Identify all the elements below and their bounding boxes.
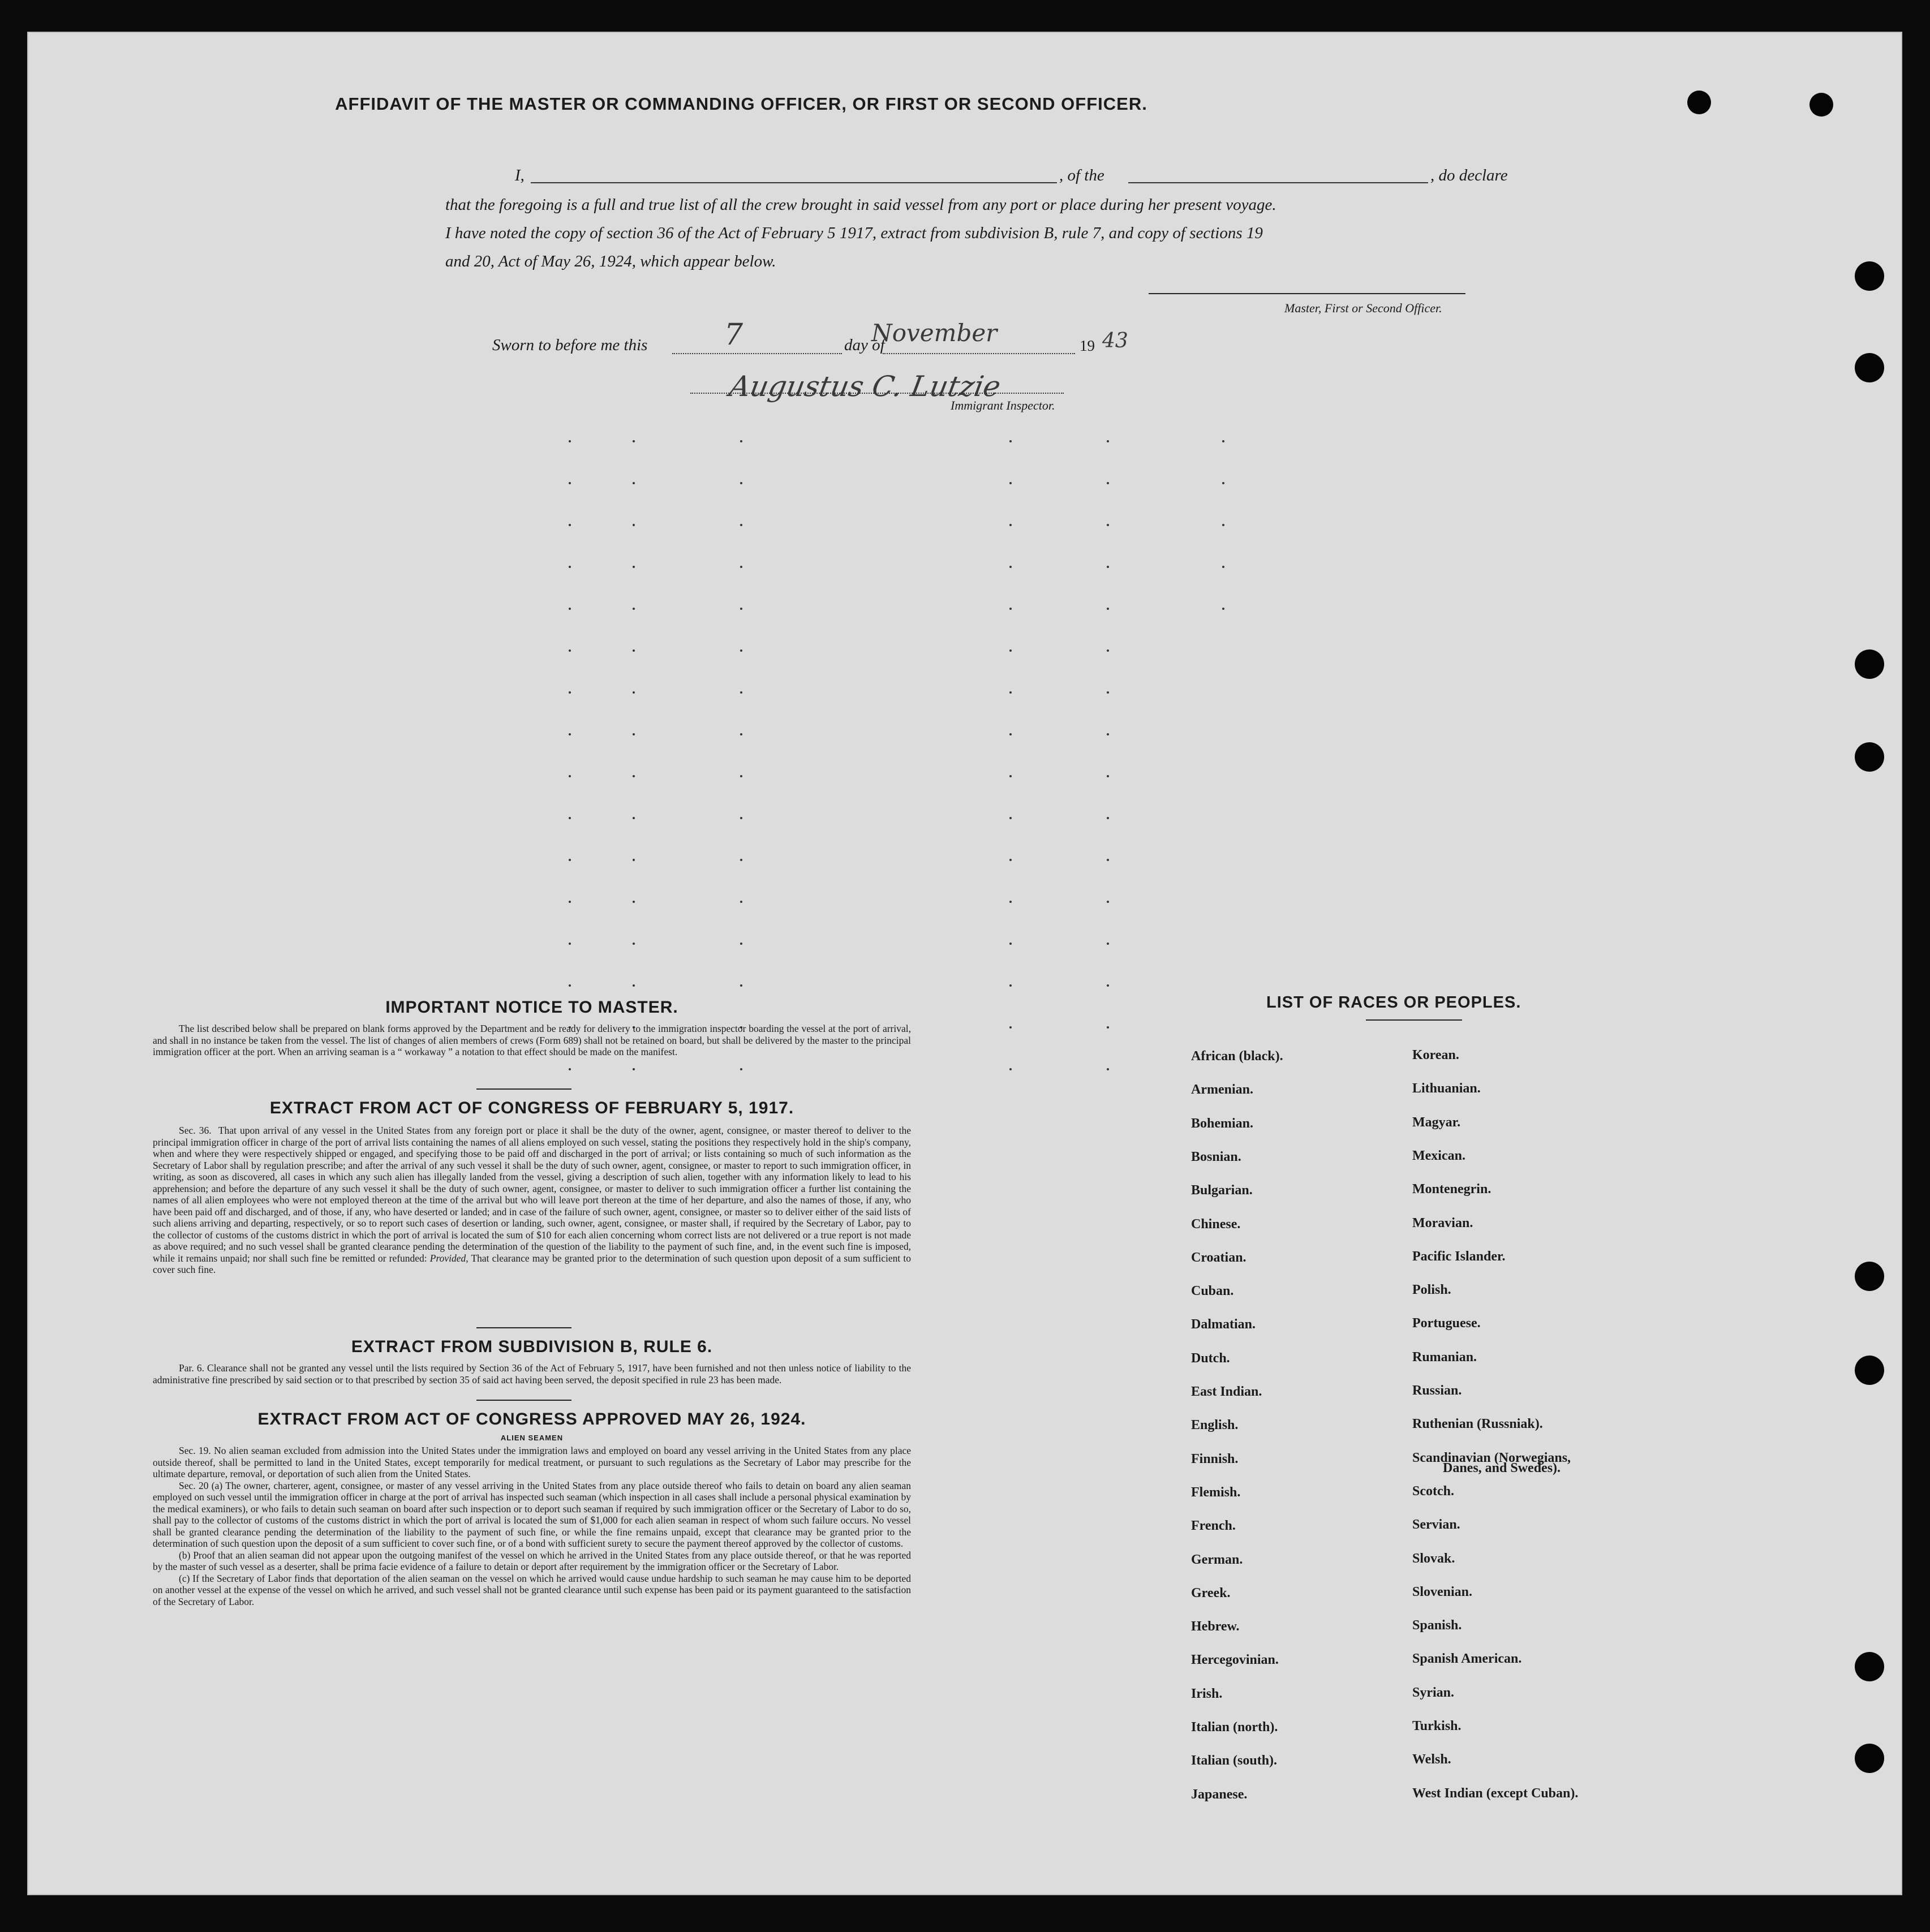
dot-mark [1107, 440, 1109, 442]
race-item: Polish. [1412, 1283, 1451, 1298]
dot-mark [740, 817, 742, 819]
race-item: Bohemian. [1191, 1116, 1254, 1131]
dot-mark [740, 984, 742, 987]
race-item: Ruthenian (Russniak). [1412, 1417, 1543, 1432]
punch-hole [1855, 649, 1884, 679]
race-item: Chinese. [1191, 1216, 1241, 1232]
sworn-year-prefix: 19 [1080, 337, 1095, 354]
dot-mark [569, 691, 571, 694]
dot-mark [1222, 524, 1224, 526]
race-item: Finnish. [1191, 1451, 1239, 1466]
dot-mark [1222, 608, 1224, 610]
punch-hole [1855, 1262, 1884, 1291]
dot-mark [633, 608, 635, 610]
dot-mark [1107, 691, 1109, 694]
divider [476, 1400, 571, 1401]
punch-hole [1855, 1744, 1884, 1773]
affidavit-line-4: and 20, Act of May 26, 1924, which appear below. [445, 252, 776, 270]
divider [476, 1327, 571, 1328]
dot-mark [740, 482, 742, 484]
dot-mark [633, 524, 635, 526]
dot-mark [1009, 943, 1012, 945]
dot-mark [569, 649, 571, 652]
dot-mark [740, 859, 742, 861]
document-page [27, 32, 1902, 1895]
punch-hole [1855, 1356, 1884, 1385]
dot-mark [740, 943, 742, 945]
dot-mark [1107, 817, 1109, 819]
dot-mark [1009, 566, 1012, 568]
race-item: Hercegovinian. [1191, 1653, 1279, 1668]
race-item: Turkish. [1412, 1719, 1462, 1733]
dot-mark [569, 733, 571, 735]
race-item: East Indian. [1191, 1384, 1262, 1399]
vessel-blank [1128, 182, 1428, 183]
dot-mark [1009, 901, 1012, 903]
dot-mark [569, 524, 571, 526]
master-signature-caption: Master, First or Second Officer. [1284, 301, 1442, 315]
race-item: Hebrew. [1191, 1619, 1240, 1634]
race-item: Pacific Islander. [1412, 1249, 1506, 1264]
race-item: Rumanian. [1412, 1349, 1477, 1365]
dot-mark [569, 1068, 571, 1070]
dot-mark [740, 524, 742, 526]
race-item: Slovenian. [1412, 1584, 1473, 1599]
extract-1924-body [153, 1445, 911, 1607]
dot-mark [1222, 440, 1224, 442]
alien-seamen-subtitle: ALIEN SEAMEN [500, 1434, 564, 1442]
affidavit-of-the-label: , of the [1059, 166, 1104, 184]
provided-label: Provided, [429, 1252, 468, 1264]
affidavit-line-3: I have noted the copy of section 36 of the Act of February 5 1917, extract from subdivision B, rule 7, and copy of sections 19 [445, 224, 1263, 242]
sec-36-text: That upon arrival of any vessel in the United States from any foreign port or place it shall be the duty of the owner, agent, consignee, or master thereof to deliver to the principal immigration officer in charge of the port of arrival lists containing the names of all aliens employed on such vessel, stating the positions they respectively hold in the ship's company, when and where they were respectively shipped or engaged, and specifying those to be paid off and discharged in the port of arrival; or lists containing so much of such information as the Secretary of Labor shall by regulation prescribe; and after the arrival of any such vessel it shall be the duty of such owner, agent, consignee, or master to report to such immigration officer, in writing, as soon as discovered, all cases in which any such alien has illegally landed from the vessel, giving a description of such alien, together with any information likely to lead to his apprehension; and before the departure of any such vessel it shall be the duty of such owner, agent, consignee, or master to deliver to such immigration officer a further list containing the names of all alien employees who were not employed thereon at the time of the arrival but who will leave port thereon at the time of her departure, and also the names of those, if any, who have been paid off and discharged, and of those, if any, who have deserted or landed; and in case of the failure of such owner, agent, consignee, or master so to deliver either of the said lists of such aliens arriving and departing, respectively, or so to report such cases of desertion or landing, such owner, agent, consignee, or master shall, if required by the Secretary of Labor, pay to the collector of customs of the customs district in which the port of arrival is located the sum of $10 for each alien concerning whom correct lists are not delivered or a true report is not made as above required; and no such vessel shall be granted clearance pending the determination of the question of the liability to the payment of such fine, and, in the event such fine is imposed, while it remains unpaid; nor shall such fine be remitted or refunded: [153, 1125, 911, 1264]
dot-mark [1009, 1068, 1012, 1070]
dot-mark [1107, 984, 1109, 987]
dot-mark [633, 984, 635, 987]
dot-mark [569, 817, 571, 819]
race-item: Magyar. [1412, 1115, 1461, 1130]
race-item: Cuban. [1191, 1284, 1234, 1299]
dot-mark [1107, 1026, 1109, 1029]
race-item: English. [1191, 1418, 1239, 1433]
dot-mark [1222, 566, 1224, 568]
notice-paragraph: The list described below shall be prepared on blank forms approved by the Department and be ready for delivery to the immigration inspector boarding the vessel at the port of arrival, and shall in no instance be taken from the vessel. The list of changes of alien members of crews (Form 689) shall not be retained on board, but shall be delivered by the master to the principal immigration officer at the port. When an arriving seaman is a “ workaway ” a notation to that effect should be made on the manifest. [153, 1023, 911, 1057]
dot-mark [633, 440, 635, 442]
dot-mark [569, 566, 571, 568]
punch-hole [1855, 353, 1884, 382]
race-item: Flemish. [1191, 1485, 1241, 1500]
dot-mark [740, 649, 742, 652]
dot-mark [633, 775, 635, 777]
notice-title: IMPORTANT NOTICE TO MASTER. [385, 998, 678, 1017]
dot-mark [633, 859, 635, 861]
dot-mark [740, 733, 742, 735]
sworn-prefix: Sworn to before me this [492, 336, 648, 354]
punch-hole [1855, 261, 1884, 291]
race-item: Italian (north). [1191, 1720, 1278, 1735]
sworn-day-value: 7 [724, 318, 743, 352]
races-title: LIST OF RACES OR PEOPLES. [1266, 993, 1521, 1012]
race-item: Armenian. [1191, 1082, 1253, 1098]
race-item: Welsh. [1412, 1752, 1451, 1767]
dot-mark [569, 440, 571, 442]
rule-6-paragraph: Par. 6. Clearance shall not be granted any vessel until the lists required by Section 36 of the Act of February 5, 1917, have been furnished and not then unless notice of liability to the administrative fine prescribed by said section or to that prescribed by section 35 of said act having been served, the deposit specified in rule 23 has been made. [153, 1362, 911, 1385]
dot-mark [1009, 1026, 1012, 1029]
race-item: Scotch. [1412, 1483, 1454, 1499]
dot-mark [633, 901, 635, 903]
dot-mark [569, 984, 571, 987]
dot-mark [1009, 859, 1012, 861]
dot-mark [569, 608, 571, 610]
race-item: Montenegrin. [1412, 1182, 1491, 1197]
dot-mark [1009, 608, 1012, 610]
race-item-continuation: Danes, and Swedes). [1443, 1461, 1561, 1475]
race-item: Mexican. [1412, 1148, 1465, 1163]
dot-mark [740, 1068, 742, 1070]
race-item: Slovak. [1412, 1551, 1455, 1566]
dot-mark [1107, 524, 1109, 526]
affidavit-do-declare: , do declare [1430, 166, 1508, 184]
race-item: Japanese. [1191, 1787, 1248, 1802]
notice-body [153, 1023, 911, 1058]
race-item: Dutch. [1191, 1350, 1230, 1366]
race-item: Lithuanian. [1412, 1081, 1481, 1096]
race-item: Italian (south). [1191, 1753, 1278, 1769]
dot-mark [1107, 1068, 1109, 1070]
dot-mark [1107, 901, 1109, 903]
name-blank [531, 182, 1057, 183]
race-item: Spanish. [1412, 1618, 1462, 1633]
dot-mark [1009, 524, 1012, 526]
dot-mark [740, 691, 742, 694]
dot-mark [633, 733, 635, 735]
divider [476, 1088, 571, 1090]
race-item: Bulgarian. [1191, 1183, 1253, 1198]
affidavit-title: AFFIDAVIT OF THE MASTER OR COMMANDING OFFICER, OR FIRST OR SECOND OFFICER. [335, 94, 1147, 114]
dot-mark [1009, 691, 1012, 694]
dot-mark [740, 566, 742, 568]
rule-6-body [153, 1362, 911, 1385]
sec-36-label: Sec. 36. [179, 1125, 212, 1136]
race-item: Irish. [1191, 1686, 1223, 1701]
dot-mark [569, 482, 571, 484]
day-blank [672, 353, 842, 354]
race-item: Servian. [1412, 1517, 1460, 1533]
month-blank [883, 353, 1075, 354]
dot-mark [633, 1068, 635, 1070]
race-item: French. [1191, 1518, 1236, 1534]
dot-mark [1009, 775, 1012, 777]
punch-hole [1855, 1652, 1884, 1681]
race-item: Korean. [1412, 1048, 1459, 1062]
races-title-underline [1366, 1019, 1462, 1021]
extract-1917-title: EXTRACT FROM ACT OF CONGRESS OF FEBRUARY 5, 1917. [269, 1099, 794, 1117]
dot-mark [1107, 943, 1109, 945]
race-item: German. [1191, 1552, 1243, 1567]
race-item: Scandinavian (Norwegians, [1412, 1450, 1571, 1465]
sec-19-paragraph: Sec. 19. No alien seaman excluded from admission into the United States under the immigration laws and employed on board any vessel arriving in the United States from any place outside thereof, shall be permitted to land in the United States, except temporarily for medical treatment, or pursuant to such regulations as the Secretary of Labor may prescribe for the ultimate departure, removal, or deportation of such alien from the United States. [153, 1445, 911, 1479]
extract-1917-body [153, 1125, 911, 1276]
inspector-caption: Immigrant Inspector. [951, 398, 1055, 412]
race-item: Russian. [1412, 1383, 1462, 1398]
race-item: Bosnian. [1191, 1149, 1241, 1164]
dot-mark [569, 775, 571, 777]
dot-mark [1009, 733, 1012, 735]
rule-6-title: EXTRACT FROM SUBDIVISION B, RULE 6. [351, 1337, 713, 1356]
inspector-signature: Augustus C. Lutzie [727, 370, 1003, 403]
inspector-signature-line [690, 393, 1064, 394]
dot-mark [633, 817, 635, 819]
dot-mark [1107, 566, 1109, 568]
dot-mark [740, 440, 742, 442]
dot-mark [1107, 775, 1109, 777]
sworn-day-label: day of [844, 336, 885, 354]
sec-20b-paragraph: (b) Proof that an alien seaman did not appear upon the outgoing manifest of the vessel on which he arrived in the United States from any place outside thereof, or that he was reported by the master of such vessel as a deserter, shall be prima facie evidence of a failure to detain or deport after requirement by the immigration officer or the Secretary of Labor. [153, 1549, 911, 1572]
affidavit-line-2: that the foregoing is a full and true list of all the crew brought in said vessel from any port or place during her present voyage. [445, 196, 1276, 214]
dot-mark [1222, 482, 1224, 484]
sec-20c-paragraph: (c) If the Secretary of Labor finds that deportation of the alien seaman on the vessel on which he arrived would cause undue hardship to such seaman he may cause him to be deported on another vessel at the expense of the vessel on which he arrived, and such vessel shall not be granted clearance until such expense has been paid or its payment guaranteed to the satisfaction of the Secretary of Labor. [153, 1572, 911, 1607]
dot-mark [1107, 649, 1109, 652]
sec-20a-paragraph: Sec. 20 (a) The owner, charterer, agent, consignee, or master of any vessel arriving in the United States from any place outside thereof who fails to detain on board any alien seaman employed on such vessel until the immigration officer in charge at the port of arrival has inspected such seaman (which inspection in all cases shall include a personal physical examination by the medical examiners), or who fails to detain such seaman on board after such inspection or to deport such seaman if required by such immigration officer or the Secretary of Labor to do so, shall pay to the collector of customs of the customs district in which the port of arrival is located the sum of $1,000 for each alien seaman in respect of whom such failure occurs. No vessel shall be granted clearance pending the determination of the liability to the payment of such fine, or while the fine remains unpaid, except that clearance may be granted prior to the determination of such question upon the deposit of a sum sufficient to cover such fine, or of a bond with sufficient surety to secure the payment thereof approved by the collector of customs. [153, 1479, 911, 1549]
dot-mark [1009, 440, 1012, 442]
punch-hole [1855, 742, 1884, 772]
dot-mark [569, 943, 571, 945]
dot-mark [1009, 482, 1012, 484]
dot-mark [740, 775, 742, 777]
sec-36-text-end: That clearance may be granted prior to the determination of such question upon deposit of a sum sufficient to cover such fine. [153, 1252, 912, 1275]
affidavit-i-label: I, [515, 166, 525, 184]
dot-mark [569, 859, 571, 861]
dot-mark [1107, 859, 1109, 861]
dot-mark [1009, 649, 1012, 652]
dot-mark [740, 608, 742, 610]
race-item: West Indian (except Cuban). [1412, 1785, 1579, 1801]
dot-mark [569, 901, 571, 903]
dot-mark [1107, 608, 1109, 610]
race-item: African (black). [1191, 1049, 1283, 1064]
race-item: Dalmatian. [1191, 1317, 1256, 1332]
dot-mark [633, 691, 635, 694]
race-item: Syrian. [1412, 1685, 1455, 1700]
punch-hole [1687, 91, 1711, 114]
dot-mark [1009, 817, 1012, 819]
dot-mark [633, 649, 635, 652]
race-item: Moravian. [1412, 1215, 1473, 1230]
race-item: Croatian. [1191, 1250, 1246, 1265]
master-signature-line [1149, 293, 1465, 294]
dot-mark [1107, 733, 1109, 735]
dot-mark [633, 943, 635, 945]
race-item: Greek. [1191, 1585, 1231, 1600]
race-item: Portuguese. [1412, 1316, 1481, 1331]
race-item: Spanish American. [1412, 1651, 1522, 1667]
dot-mark [1107, 482, 1109, 484]
dot-mark [740, 901, 742, 903]
extract-1924-title: EXTRACT FROM ACT OF CONGRESS APPROVED MAY 26, 1924. [257, 1410, 806, 1428]
dot-mark [633, 566, 635, 568]
sworn-month-value: November [871, 319, 998, 347]
dot-mark [633, 482, 635, 484]
punch-hole [1809, 93, 1833, 117]
dot-mark [1009, 984, 1012, 987]
sworn-year-value: 43 [1102, 329, 1128, 352]
